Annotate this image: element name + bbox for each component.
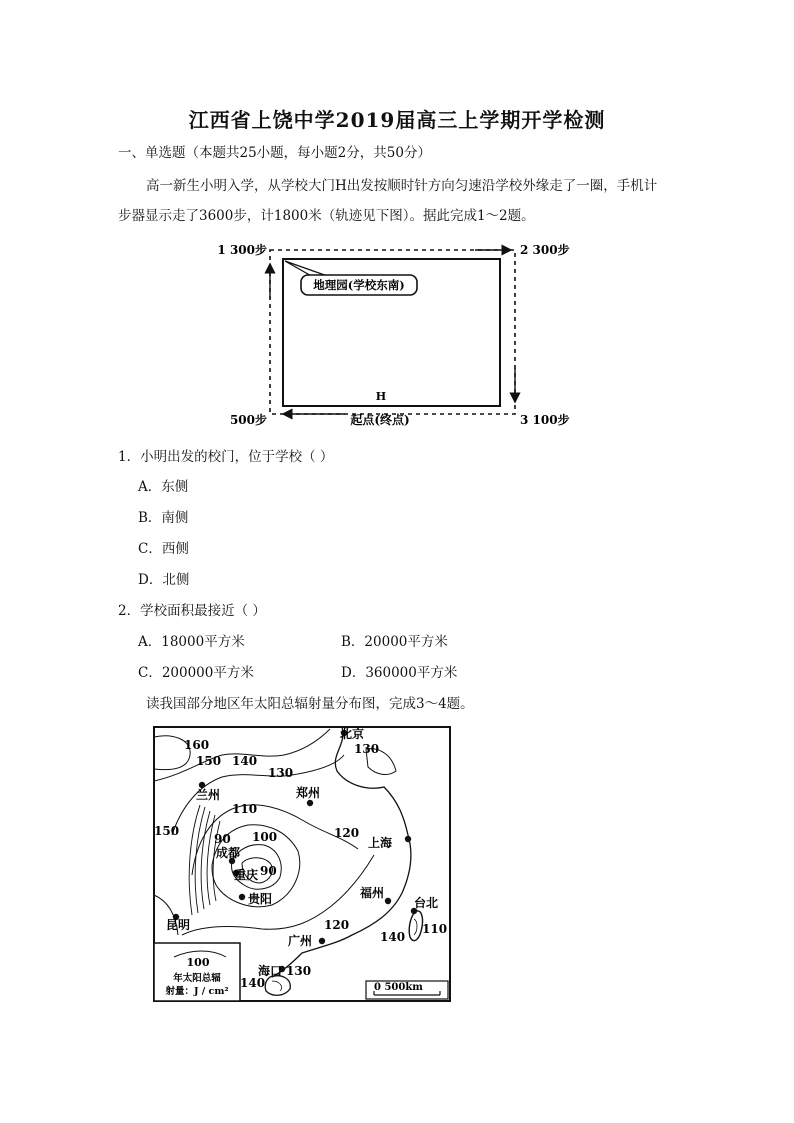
- scale-label: 0 500km: [374, 982, 423, 993]
- isoline-label: 110: [422, 922, 448, 936]
- question-1-stem: 1．小明出发的校门，位于学校（ ）: [118, 449, 334, 465]
- city-dot-zhengzhou: [307, 800, 313, 806]
- city-label-chengdu: 成都: [216, 846, 241, 860]
- question-1-option-a[interactable]: A．东侧: [138, 479, 189, 495]
- city-label-kunming: 昆明: [166, 918, 191, 932]
- intro-paragraph-line1: 高一新生小明入学，从学校大门H出发按顺时针方向匀速沿学校外缘走了一圈，手机计: [146, 178, 658, 194]
- legend-title-line1: 年太阳总辐: [173, 973, 221, 984]
- city-label-zhengzhou: 郑州: [296, 786, 321, 800]
- isoline-label: 130: [286, 964, 312, 978]
- track-diagram: [215, 238, 585, 430]
- corner-label-bottom-right: 3 100步: [520, 413, 570, 427]
- isoline-label: 90: [260, 864, 277, 878]
- city-label-taibei: 台北: [414, 896, 439, 910]
- legend-value: 100: [186, 956, 210, 969]
- isoline-label: 120: [324, 918, 350, 932]
- isoline-label: 100: [252, 830, 278, 844]
- corner-label-bottom-left: 500步: [229, 413, 267, 427]
- city-label-beijing: 北京: [340, 727, 365, 741]
- isoline-label: 150: [196, 754, 222, 768]
- city-dot-guiyang: [239, 894, 245, 900]
- question-1-option-d[interactable]: D．北侧: [138, 572, 190, 588]
- isoline-label: 160: [184, 738, 210, 752]
- section-heading: 一、单选题（本题共25小题，每小题2分，共50分）: [118, 145, 431, 161]
- city-label-fuzhou: 福州: [360, 886, 385, 900]
- question-2-option-d[interactable]: D．360000平方米: [341, 665, 458, 681]
- question-1-option-c[interactable]: C．西侧: [138, 541, 189, 557]
- corner-label-top-right: 2 300步: [520, 243, 570, 257]
- city-dot-shanghai: [405, 836, 411, 842]
- city-label-lanzhou: 兰州: [196, 788, 221, 802]
- question-2-option-b[interactable]: B．20000平方米: [341, 634, 448, 650]
- city-dot-fuzhou: [385, 898, 391, 904]
- start-label: 起点(终点): [350, 413, 410, 427]
- city-dot-guangzhou: [319, 938, 325, 944]
- city-label-guangzhou: 广州: [288, 934, 313, 948]
- legend-title-line2: 射量：J / cm²: [165, 986, 229, 997]
- isoline-label: 90: [214, 832, 231, 846]
- isoline-label: 140: [240, 976, 266, 990]
- question-2-option-c[interactable]: C．200000平方米: [138, 665, 254, 681]
- isoline-label: 140: [380, 930, 406, 944]
- city-label-guiyang: 贵阳: [248, 892, 273, 906]
- isoline-label: 140: [232, 754, 258, 768]
- page-title: 江西省上饶中学2019届高三上学期开学检测: [188, 108, 606, 132]
- solar-radiation-map: [152, 725, 452, 1005]
- city-label-shanghai: 上海: [368, 836, 393, 850]
- isoline-label: 130: [268, 766, 294, 780]
- question-1-option-b[interactable]: B．南侧: [138, 510, 189, 526]
- isoline-label: 130: [354, 742, 380, 756]
- isoline-label: 110: [232, 802, 258, 816]
- intro-map-paragraph: 读我国部分地区年太阳总辐射量分布图，完成3～4题。: [146, 696, 474, 712]
- city-label-haikou: 海口: [258, 964, 283, 978]
- garden-label: 地理园(学校东南): [313, 278, 405, 292]
- intro-paragraph-line2: 步器显示走了3600步，计1800米（轨迹见下图）。据此完成1～2题。: [118, 208, 535, 224]
- isoline-label: 150: [154, 824, 180, 838]
- question-2-option-a[interactable]: A．18000平方米: [138, 634, 245, 650]
- question-2-stem: 2．学校面积最接近（ ）: [118, 603, 266, 619]
- isoline-label: 120: [334, 826, 360, 840]
- gate-label: H: [375, 390, 387, 403]
- corner-label-top-left: 1 300步: [217, 243, 267, 257]
- city-label-chongqing: 重庆: [234, 868, 259, 882]
